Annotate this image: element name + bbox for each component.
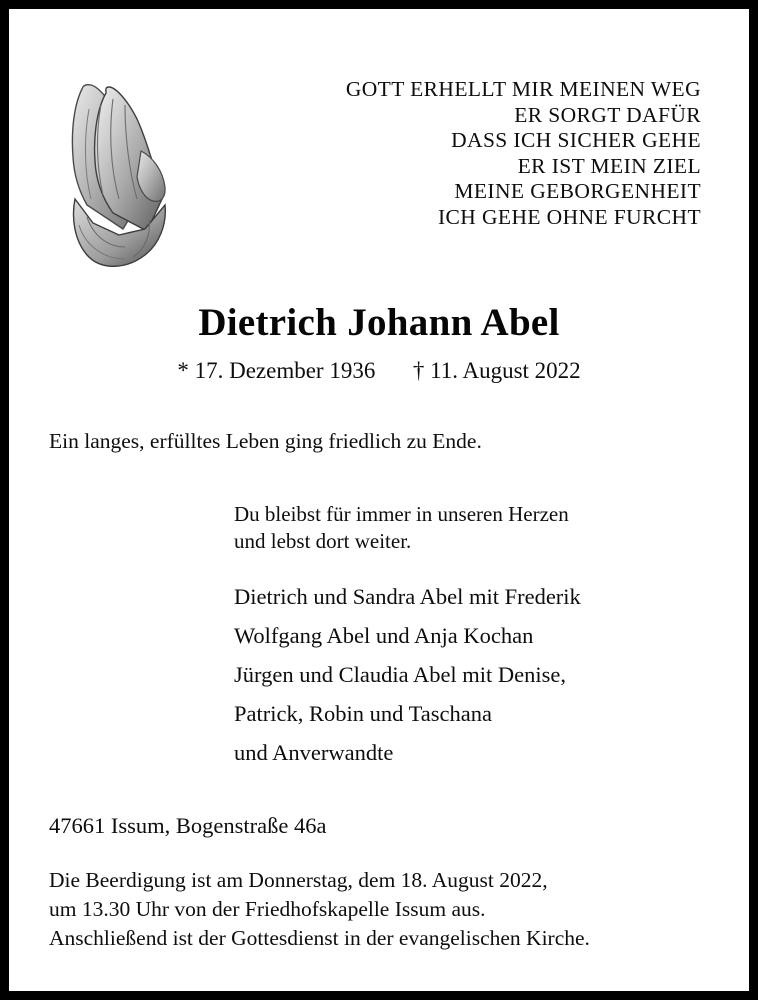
verse-line: ICH GEHE OHNE FURCHT bbox=[437, 204, 701, 229]
family-line: Jürgen und Claudia Abel mit Denise, bbox=[234, 662, 567, 687]
lead-text: Ein langes, erfülltes Leben ging friedlich zu Ende. bbox=[49, 429, 482, 453]
verse-line: GOTT ERHELLT MIR MEINEN WEG bbox=[345, 77, 701, 101]
notice-content bbox=[9, 9, 749, 991]
family-line: Wolfgang Abel und Anja Kochan bbox=[234, 623, 534, 648]
family-line: Dietrich und Sandra Abel mit Frederik bbox=[234, 584, 581, 609]
death-date: † 11. August 2022 bbox=[412, 358, 581, 383]
service-line: Die Beerdigung ist am Donnerstag, dem 18. August 2022, bbox=[49, 868, 548, 892]
verse-line: ER IST MEIN ZIEL bbox=[517, 153, 701, 178]
verse-line: ER SORGT DAFÜR bbox=[514, 102, 701, 127]
verse-block bbox=[346, 77, 701, 230]
service-details bbox=[49, 866, 709, 953]
poem-block bbox=[234, 501, 709, 555]
deceased-name: Dietrich Johann Abel bbox=[198, 301, 560, 344]
verse-line: DASS ICH SICHER GEHE bbox=[451, 128, 701, 152]
service-line: Anschließend ist der Gottesdienst in der evangelischen Kirche. bbox=[49, 926, 590, 950]
address-line: 47661 Issum, Bogenstraße 46a bbox=[49, 813, 327, 838]
poem-line: und lebst dort weiter. bbox=[234, 529, 412, 553]
family-line: und Anverwandte bbox=[234, 740, 394, 765]
poem-line: Du bleibst für immer in unseren Herzen bbox=[234, 502, 569, 526]
life-dates bbox=[49, 357, 709, 385]
praying-hands-icon bbox=[49, 79, 199, 269]
family-line: Patrick, Robin und Taschana bbox=[234, 701, 492, 726]
birth-date: * 17. Dezember 1936 bbox=[177, 358, 376, 383]
header-area bbox=[49, 57, 709, 257]
family-block bbox=[234, 577, 709, 772]
verse-line: MEINE GEBORGENHEIT bbox=[454, 179, 701, 203]
service-line: um 13.30 Uhr von der Friedhofskapelle Issum aus. bbox=[49, 897, 486, 921]
